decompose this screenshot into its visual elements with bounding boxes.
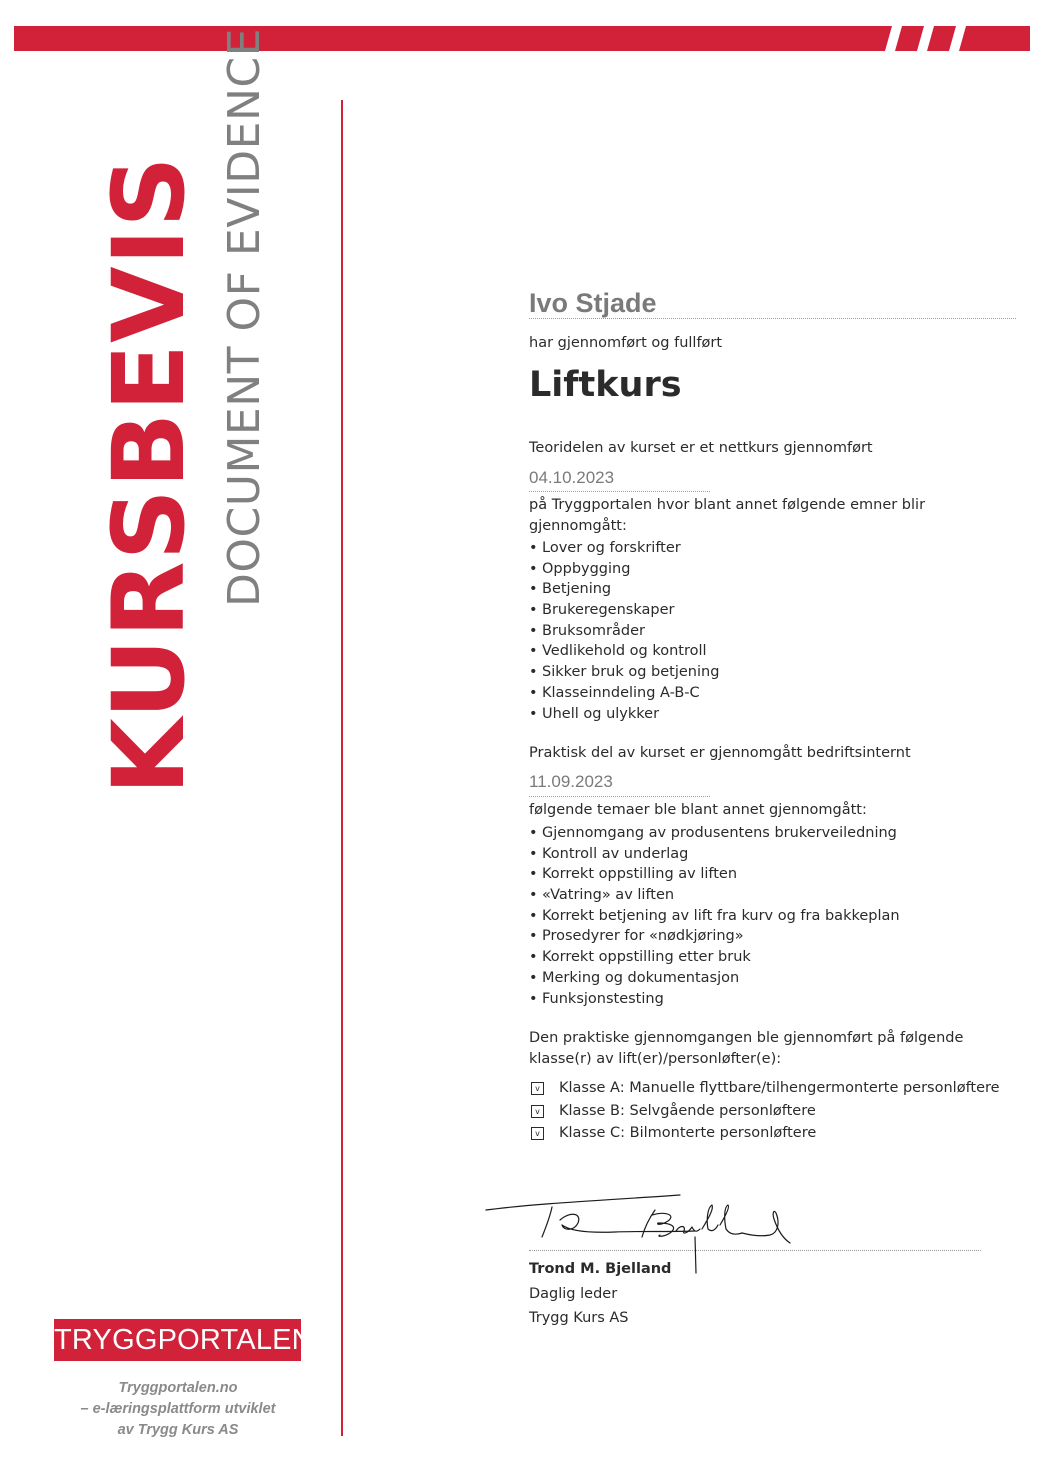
lift-class-list [529,1077,1000,1145]
top-stripe-bar [14,26,1030,51]
theory-intro: Teoridelen av kurset er et nettkurs gjennomført [529,440,873,456]
lift-class-item [529,1122,1000,1145]
document-subtitle: DOCUMENT OF EVIDENCE [219,28,270,607]
list-item: • Betjening [529,579,719,600]
classes-intro-line-1: Den praktiske gjennomgangen ble gjennomført på følgende [529,1030,964,1046]
list-item: • Merking og dokumentasjon [529,968,900,989]
signer-role: Daglig leder [529,1286,618,1302]
theory-date: 04.10.2023 [529,468,615,487]
practical-desc: følgende temaer ble blant annet gjennomgått: [529,802,867,818]
lift-class-label: Klasse A: Manuelle flyttbare/tilhengermonterte personløftere [559,1080,1000,1096]
list-item: • Bruksområder [529,621,719,642]
list-item: • Korrekt oppstilling etter bruk [529,947,900,968]
completed-text: har gjennomført og fullført [529,335,723,351]
checkbox-checked-icon: v [531,1127,544,1140]
tagline-line-2: – e-læringsplattform utviklet [80,1401,276,1417]
name-underline [529,318,1016,319]
tagline-line-1: Tryggportalen.no [118,1380,238,1396]
list-item: • Klasseinndeling A-B-C [529,683,719,704]
practical-intro: Praktisk del av kurset er gjennomgått bedriftsinternt [529,745,911,761]
list-item: • «Vatring» av liften [529,885,900,906]
lift-class-label: Klasse C: Bilmonterte personløftere [559,1125,817,1141]
list-item: • Uhell og ulykker [529,704,719,725]
list-item: • Prosedyrer for «nødkjøring» [529,926,900,947]
signature-line [529,1250,981,1251]
practical-date: 11.09.2023 [529,772,613,791]
signer-name: Trond M. Bjelland [529,1261,672,1277]
theory-topic-list [529,538,719,724]
list-item: • Funksjonstesting [529,989,900,1010]
practical-topic-list [529,823,900,1009]
lift-class-label: Klasse B: Selvgående personløftere [559,1102,816,1119]
classes-intro-line-2: klasse(r) av lift(er)/personløfter(e): [529,1051,782,1067]
list-item: • Korrekt oppstilling av liften [529,864,900,885]
lift-class-item [529,1100,1000,1123]
vertical-divider [341,100,343,1436]
theory-date-underline [529,491,710,492]
list-item: • Brukeregenskaper [529,600,719,621]
list-item: • Lover og forskrifter [529,538,719,559]
checkbox-checked-icon: v [531,1082,544,1095]
list-item: • Kontroll av underlag [529,844,900,865]
tryggportalen-logo: TRYGGPORTALEN [54,1319,301,1361]
lift-class-item [529,1077,1000,1100]
course-title: Liftkurs [529,365,682,405]
theory-desc-line-1: på Tryggportalen hvor blant annet følgende emner blir [529,497,926,513]
participant-name: Ivo Stjade [529,288,657,318]
list-item: • Vedlikehold og kontroll [529,641,719,662]
practical-date-underline [529,796,710,797]
signer-company: Trygg Kurs AS [529,1310,629,1326]
list-item: • Oppbygging [529,559,719,580]
tagline-line-3: av Trygg Kurs AS [117,1422,239,1438]
list-item: • Gjennomgang av produsentens brukerveiledning [529,823,900,844]
document-title: KURSBEVIS [92,155,207,795]
tagline [40,1378,316,1441]
checkbox-checked-icon: v [531,1105,544,1118]
list-item: • Korrekt betjening av lift fra kurv og fra bakkeplan [529,906,900,927]
list-item: • Sikker bruk og betjening [529,662,719,683]
theory-desc-line-2: gjennomgått: [529,518,627,534]
